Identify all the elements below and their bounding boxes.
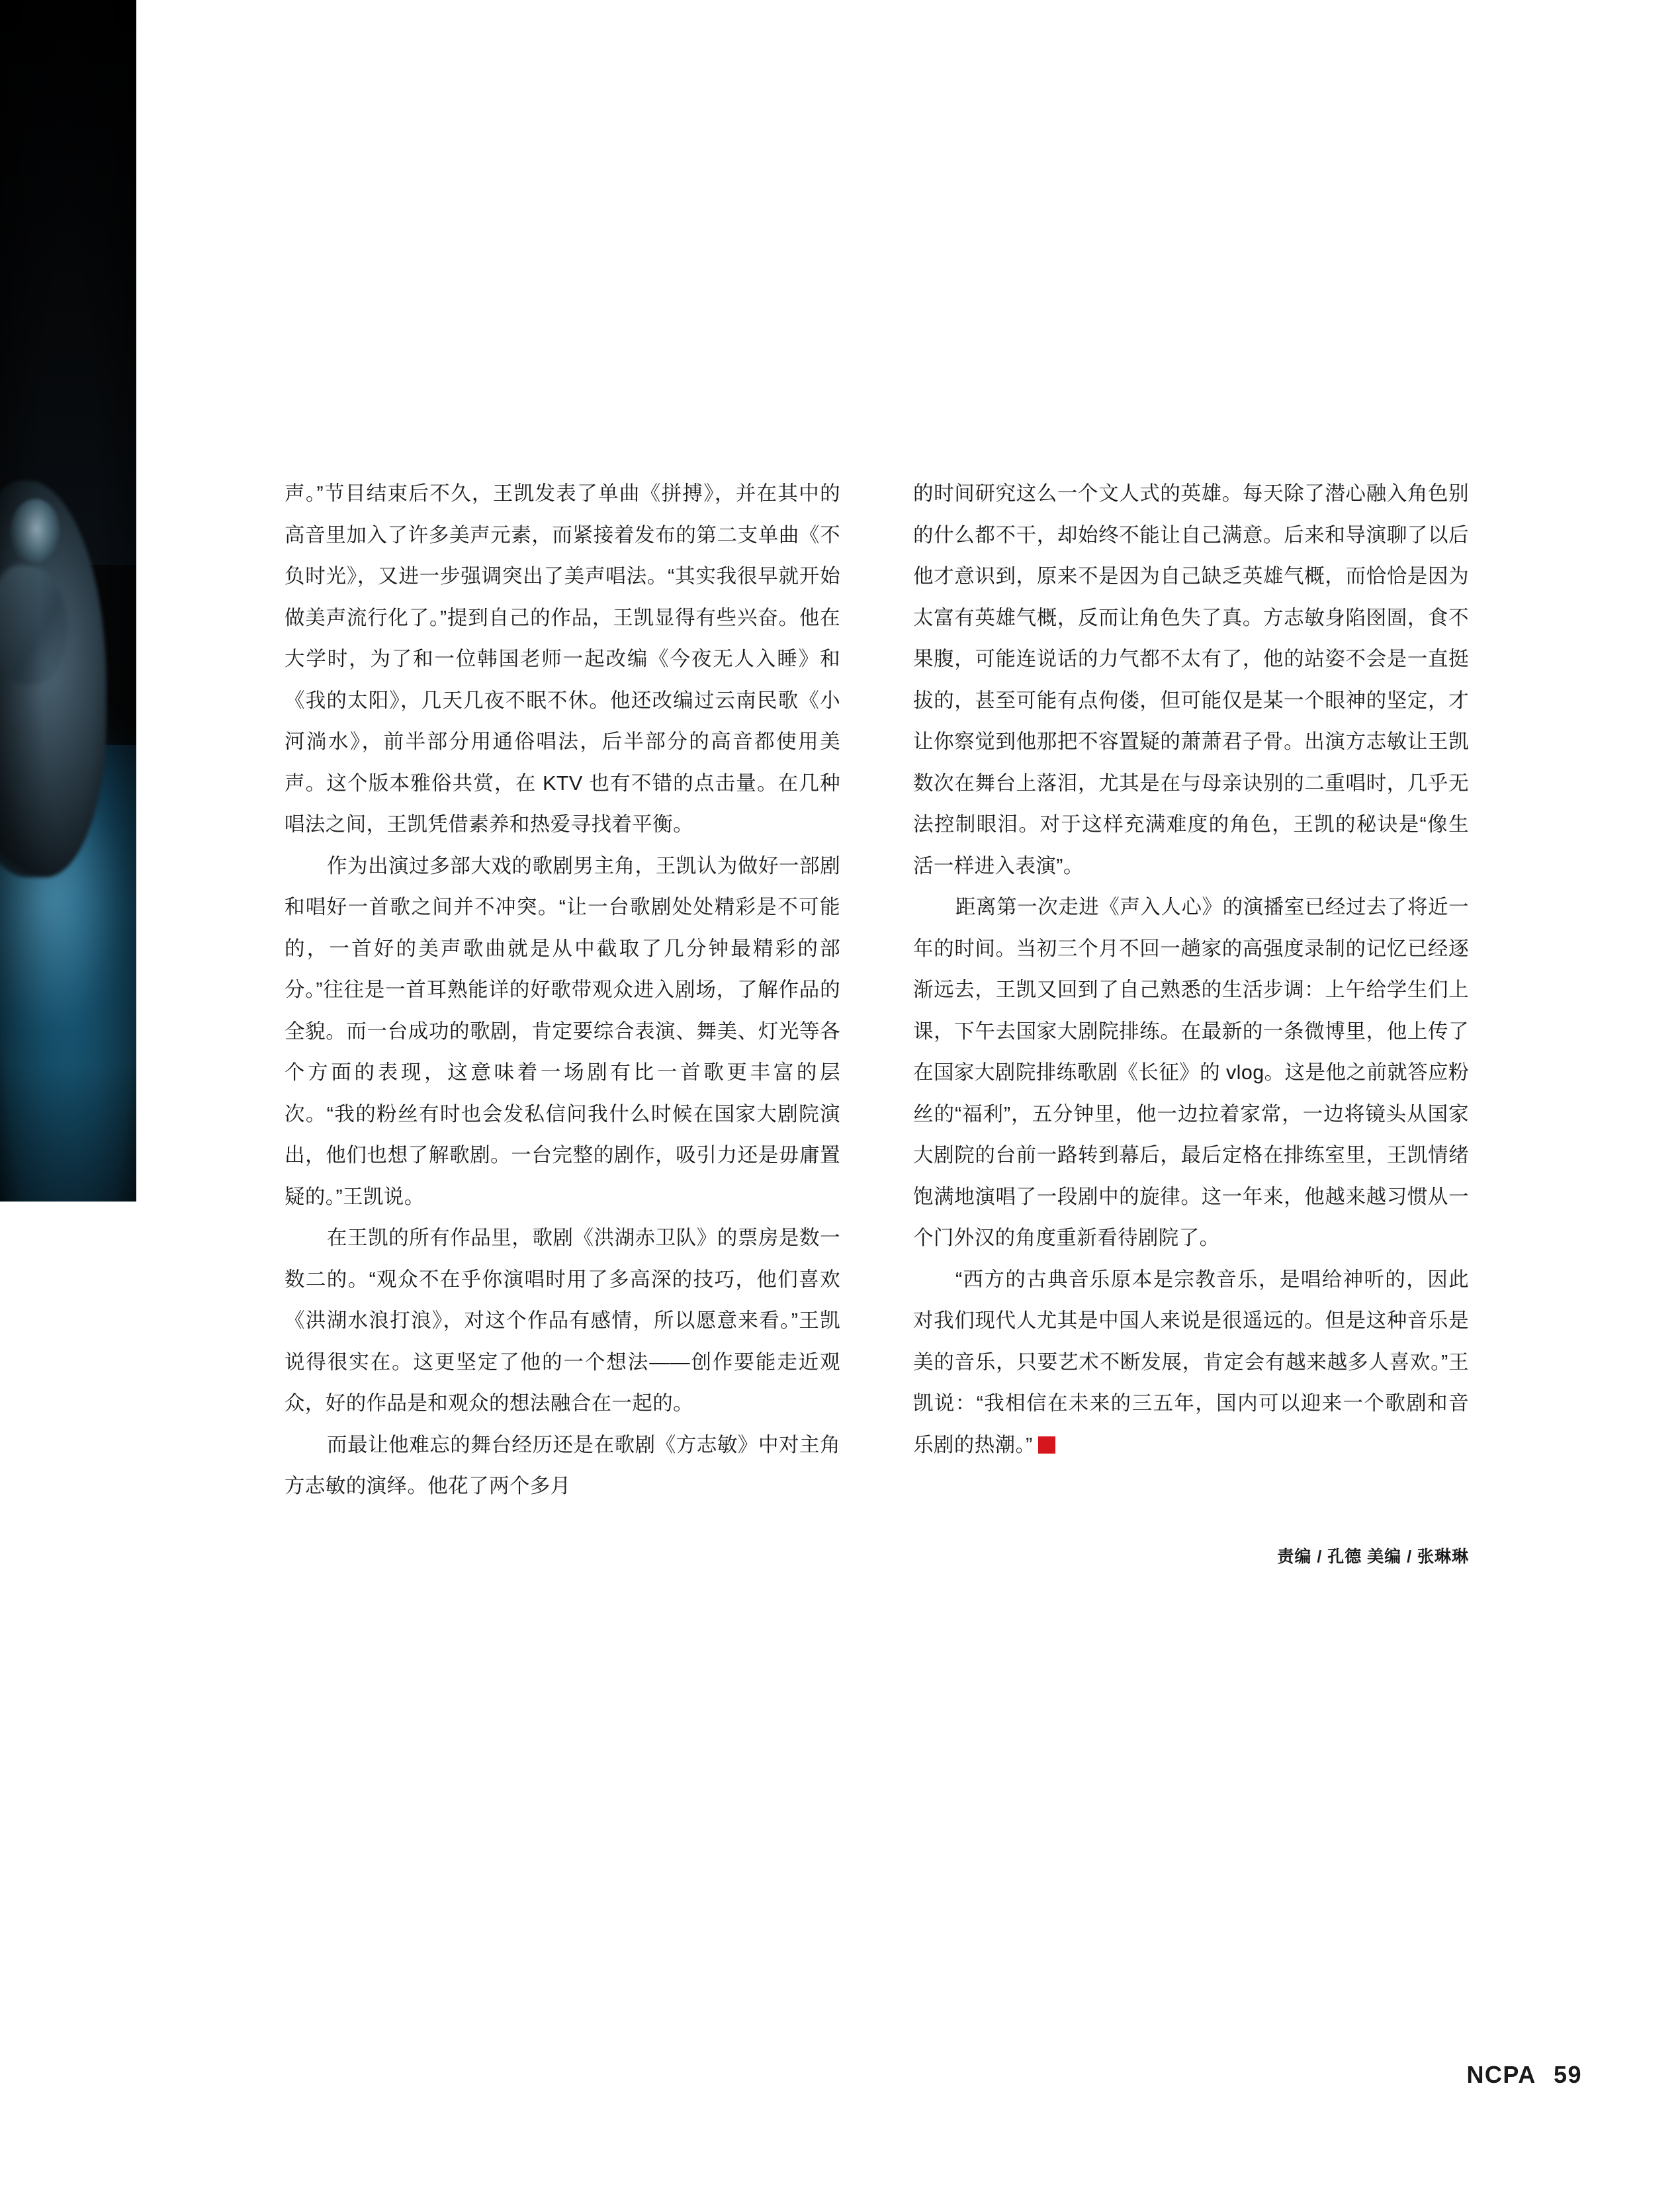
- page-folio: [1466, 2061, 1582, 2089]
- paragraph: 的时间研究这么一个文人式的英雄。每天除了潜心融入角色别的什么都不干，却始终不能让自己满意。后来和导演聊了以后他才意识到，原来不是因为自己缺乏英雄气概，而恰恰是因为太富有英雄气概，反而让角色失了真。方志敏身陷囹圄，食不果腹，可能连说话的力气都不太有了，他的站姿不会是一直挺拔的，甚至可能有点佝偻，但可能仅是某一个眼神的坚定，才让你察觉到他那把不容置疑的萧萧君子骨。出演方志敏让王凯数次在舞台上落泪，尤其是在与母亲诀别的二重唱时，几乎无法控制眼泪。对于这样充满难度的角色，王凯的秘诀是“像生活一样进入表演”。: [913, 482, 1469, 877]
- paragraph: 距离第一次走进《声入人心》的演播室已经过去了将近一年的时间。当初三个月不回一趟家的高强度录制的记忆已经逐渐远去，王凯又回到了自己熟悉的生活步调：上午给学生们上课，下午去国家大剧院排练。在最新的一条微博里，他上传了在国家大剧院排练歌剧《长征》的 vlog。这是他之前就答应粉丝的“福利”，五分钟里，他一边拉着家常，一边将镜头从国家大剧院的台前一路转到幕后，最后定格在排练室里，王凯情绪饱满地演唱了一段剧中的旋律。这一年来，他越来越习惯从一个门外汉的角度重新看待剧院了。: [913, 896, 1469, 1249]
- stage-photo: [0, 0, 136, 1202]
- left-text-column: [285, 473, 840, 1567]
- paragraph: 声。”节目结束后不久，王凯发表了单曲《拼搏》，并在其中的高音里加入了许多美声元素，而紧接着发布的第二支单曲《不负时光》，又进一步强调突出了美声唱法。“其实我很早就开始做美声流行化了。”提到自己的作品，王凯显得有些兴奋。他在大学时，为了和一位韩国老师一起改编《今夜无人入睡》和《我的太阳》，几天几夜不眠不休。他还改编过云南民歌《小河淌水》，前半部分用通俗唱法，后半部分的高音都使用美声。这个版本雅俗共赏，在 KTV 也有不错的点击量。在几种唱法之间，王凯凭借素养和热爱寻找着平衡。: [285, 482, 840, 836]
- paragraph: 作为出演过多部大戏的歌剧男主角，王凯认为做好一部剧和唱好一首歌之间并不冲突。“让一台歌剧处处精彩是不可能的，一首好的美声歌曲就是从中截取了几分钟最精彩的部分。”往往是一首耳熟能详的好歌带观众进入剧场，了解作品的全貌。而一台成功的歌剧，肯定要综合表演、舞美、灯光等各个方面的表现，这意味着一场剧有比一首歌更丰富的层次。“我的粉丝有时也会发私信问我什么时候在国家大剧院演出，他们也想了解歌剧。一台完整的剧作，吸引力还是毋庸置疑的。”王凯说。: [285, 854, 840, 1208]
- credits-line: 责编 / 孔德 美编 / 张琳琳: [1277, 1548, 1469, 1566]
- paragraph-text: “西方的古典音乐原本是宗教音乐，是唱给神听的，因此对我们现代人尤其是中国人来说是很遥远的。但是这种音乐是美的音乐，只要艺术不断发展，肯定会有越来越多人喜欢。”王凯说：“我相信在未来的三五年，国内可以迎来一个歌剧和音乐剧的热潮。”: [913, 1268, 1469, 1456]
- paragraph: 而最让他难忘的舞台经历还是在歌剧《方志敏》中对主角方志敏的演绎。他花了两个多月: [285, 1433, 840, 1497]
- photo-vignette: [0, 0, 136, 1202]
- ncpa-end-mark-icon: [1038, 1436, 1055, 1454]
- paragraph: 在王凯的所有作品里，歌剧《洪湖赤卫队》的票房是数一数二的。“观众不在乎你演唱时用了多高深的技巧，他们喜欢《洪湖水浪打浪》，对这个作品有感情，所以愿意来看。”王凯说得很实在。这更坚定了他的一个想法——创作要能走近观众，好的作品是和观众的想法融合在一起的。: [285, 1227, 840, 1415]
- article-body: [285, 473, 1469, 1567]
- publication-name: NCPA: [1466, 2061, 1536, 2088]
- page-number: 59: [1553, 2061, 1582, 2088]
- right-text-column: [913, 473, 1469, 1567]
- paragraph-with-end-mark: [913, 1259, 1469, 1466]
- two-column-layout: [285, 473, 1469, 1567]
